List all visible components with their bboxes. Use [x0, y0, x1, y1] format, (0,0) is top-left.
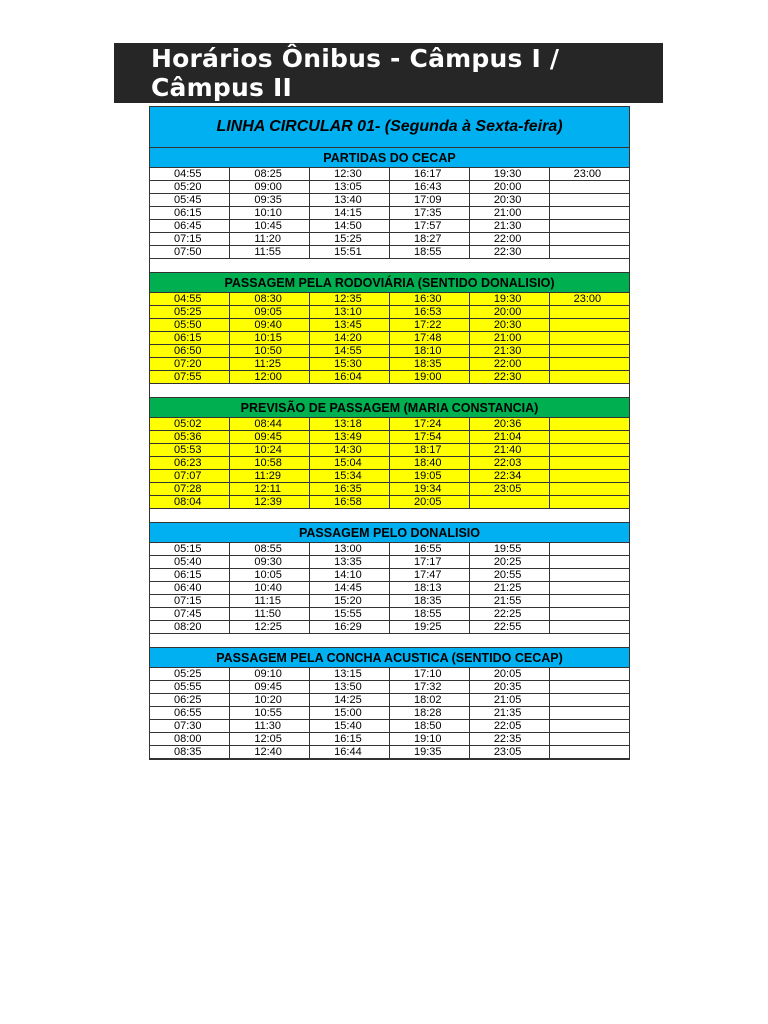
time-cell [549, 181, 629, 194]
time-cell: 14:15 [310, 207, 390, 220]
time-cell: 07:28 [150, 483, 230, 496]
table-row [150, 457, 629, 470]
time-cell: 14:10 [310, 569, 390, 582]
time-cell: 22:55 [469, 621, 549, 634]
time-cell: 09:10 [230, 668, 310, 681]
time-cell: 12:30 [310, 168, 390, 181]
time-cell: 16:53 [389, 306, 469, 319]
table-row [150, 569, 629, 582]
time-cell [549, 207, 629, 220]
time-cell: 16:29 [310, 621, 390, 634]
time-cell [549, 457, 629, 470]
time-cell [549, 496, 629, 509]
section-times-table [150, 168, 629, 259]
table-row [150, 681, 629, 694]
time-cell [549, 595, 629, 608]
time-cell [549, 194, 629, 207]
time-cell: 19:00 [389, 371, 469, 384]
time-cell: 06:45 [150, 220, 230, 233]
time-cell: 22:30 [469, 371, 549, 384]
time-cell: 18:27 [389, 233, 469, 246]
time-cell [549, 332, 629, 345]
time-cell [549, 233, 629, 246]
time-cell: 22:00 [469, 233, 549, 246]
time-cell: 22:03 [469, 457, 549, 470]
time-cell: 05:25 [150, 668, 230, 681]
table-row [150, 694, 629, 707]
time-cell: 17:32 [389, 681, 469, 694]
time-cell [549, 246, 629, 259]
time-cell: 13:50 [310, 681, 390, 694]
time-cell [549, 306, 629, 319]
time-cell: 21:00 [469, 332, 549, 345]
time-cell: 17:09 [389, 194, 469, 207]
time-cell [549, 358, 629, 371]
time-cell: 20:05 [389, 496, 469, 509]
time-cell: 23:05 [469, 483, 549, 496]
time-cell: 18:13 [389, 582, 469, 595]
section-header: PREVISÃO DE PASSAGEM (MARIA CONSTANCIA) [150, 398, 629, 418]
time-cell: 11:30 [230, 720, 310, 733]
time-cell: 13:49 [310, 431, 390, 444]
table-row [150, 444, 629, 457]
section-times-table [150, 543, 629, 634]
time-cell: 21:05 [469, 694, 549, 707]
time-cell: 22:30 [469, 246, 549, 259]
time-cell: 17:35 [389, 207, 469, 220]
time-cell [549, 668, 629, 681]
time-cell: 04:55 [150, 168, 230, 181]
time-cell: 14:55 [310, 345, 390, 358]
time-cell: 05:55 [150, 681, 230, 694]
time-cell: 16:43 [389, 181, 469, 194]
time-cell: 18:28 [389, 707, 469, 720]
table-row [150, 246, 629, 259]
time-cell: 08:25 [230, 168, 310, 181]
time-cell: 10:24 [230, 444, 310, 457]
banner-title: Horários Ônibus - Câmpus I / Câmpus II [151, 44, 560, 102]
table-row [150, 582, 629, 595]
table-row [150, 207, 629, 220]
time-cell: 18:35 [389, 358, 469, 371]
time-cell: 18:40 [389, 457, 469, 470]
time-cell: 10:05 [230, 569, 310, 582]
time-cell: 17:22 [389, 319, 469, 332]
time-cell: 16:44 [310, 746, 390, 759]
time-cell: 07:15 [150, 595, 230, 608]
time-cell: 22:35 [469, 733, 549, 746]
schedule-title: LINHA CIRCULAR 01- (Segunda à Sexta-feira) [150, 107, 629, 148]
section-spacer [150, 384, 629, 398]
time-cell: 14:20 [310, 332, 390, 345]
time-cell: 20:05 [469, 668, 549, 681]
time-cell: 21:04 [469, 431, 549, 444]
time-cell: 11:55 [230, 246, 310, 259]
table-row [150, 358, 629, 371]
table-row [150, 431, 629, 444]
table-row [150, 332, 629, 345]
time-cell: 05:15 [150, 543, 230, 556]
time-cell: 17:10 [389, 668, 469, 681]
table-row [150, 608, 629, 621]
time-cell: 10:58 [230, 457, 310, 470]
time-cell: 10:45 [230, 220, 310, 233]
table-row [150, 595, 629, 608]
time-cell: 19:10 [389, 733, 469, 746]
time-cell: 07:07 [150, 470, 230, 483]
time-cell: 10:50 [230, 345, 310, 358]
time-cell: 16:35 [310, 483, 390, 496]
time-cell: 23:05 [469, 746, 549, 759]
time-cell: 14:30 [310, 444, 390, 457]
time-cell: 11:25 [230, 358, 310, 371]
time-cell: 10:20 [230, 694, 310, 707]
time-cell: 15:04 [310, 457, 390, 470]
time-cell [549, 569, 629, 582]
time-cell: 20:30 [469, 319, 549, 332]
time-cell: 19:25 [389, 621, 469, 634]
time-cell: 21:30 [469, 220, 549, 233]
time-cell: 21:35 [469, 707, 549, 720]
table-row [150, 496, 629, 509]
time-cell: 19:30 [469, 168, 549, 181]
time-cell: 16:58 [310, 496, 390, 509]
time-cell: 13:18 [310, 418, 390, 431]
time-cell: 08:44 [230, 418, 310, 431]
time-cell: 21:55 [469, 595, 549, 608]
time-cell: 05:53 [150, 444, 230, 457]
time-cell: 07:45 [150, 608, 230, 621]
table-row [150, 194, 629, 207]
time-cell: 06:55 [150, 707, 230, 720]
table-row [150, 418, 629, 431]
time-cell: 07:55 [150, 371, 230, 384]
time-cell: 11:15 [230, 595, 310, 608]
table-row [150, 483, 629, 496]
time-cell: 16:17 [389, 168, 469, 181]
time-cell: 22:25 [469, 608, 549, 621]
time-cell [549, 556, 629, 569]
time-cell: 08:30 [230, 293, 310, 306]
time-cell: 23:00 [549, 168, 629, 181]
time-cell: 15:34 [310, 470, 390, 483]
table-row [150, 733, 629, 746]
table-row [150, 293, 629, 306]
time-cell: 19:55 [469, 543, 549, 556]
time-cell: 06:15 [150, 332, 230, 345]
time-cell: 11:29 [230, 470, 310, 483]
table-row [150, 371, 629, 384]
time-cell [549, 431, 629, 444]
time-cell: 19:35 [389, 746, 469, 759]
section-spacer [150, 259, 629, 273]
section-spacer [150, 509, 629, 523]
section-times-table [150, 293, 629, 384]
time-cell [549, 483, 629, 496]
time-cell: 13:00 [310, 543, 390, 556]
time-cell: 10:15 [230, 332, 310, 345]
time-cell: 08:35 [150, 746, 230, 759]
table-row [150, 621, 629, 634]
table-row [150, 470, 629, 483]
time-cell: 12:11 [230, 483, 310, 496]
time-cell: 12:35 [310, 293, 390, 306]
table-row [150, 306, 629, 319]
time-cell: 19:30 [469, 293, 549, 306]
time-cell: 17:48 [389, 332, 469, 345]
time-cell [549, 621, 629, 634]
schedule-sections [150, 148, 629, 759]
time-cell [549, 733, 629, 746]
time-cell: 18:55 [389, 246, 469, 259]
time-cell: 09:40 [230, 319, 310, 332]
time-cell: 14:50 [310, 220, 390, 233]
time-cell: 10:55 [230, 707, 310, 720]
time-cell: 20:55 [469, 569, 549, 582]
table-row [150, 707, 629, 720]
time-cell: 09:45 [230, 431, 310, 444]
time-cell: 09:45 [230, 681, 310, 694]
table-row [150, 556, 629, 569]
time-cell: 18:17 [389, 444, 469, 457]
table-row [150, 168, 629, 181]
time-cell: 15:55 [310, 608, 390, 621]
time-cell: 22:05 [469, 720, 549, 733]
time-cell: 08:00 [150, 733, 230, 746]
time-cell: 20:00 [469, 306, 549, 319]
time-cell: 17:17 [389, 556, 469, 569]
time-cell [549, 470, 629, 483]
time-cell [549, 608, 629, 621]
time-cell: 11:20 [230, 233, 310, 246]
time-cell [549, 582, 629, 595]
time-cell: 20:25 [469, 556, 549, 569]
time-cell: 17:54 [389, 431, 469, 444]
table-row [150, 543, 629, 556]
table-row [150, 233, 629, 246]
time-cell: 23:00 [549, 293, 629, 306]
time-cell: 05:20 [150, 181, 230, 194]
time-cell: 09:00 [230, 181, 310, 194]
time-cell: 18:10 [389, 345, 469, 358]
time-cell [549, 707, 629, 720]
time-cell [549, 371, 629, 384]
time-cell: 12:39 [230, 496, 310, 509]
time-cell: 15:20 [310, 595, 390, 608]
table-row [150, 220, 629, 233]
time-cell: 04:55 [150, 293, 230, 306]
time-cell [549, 543, 629, 556]
time-cell: 21:00 [469, 207, 549, 220]
time-cell: 15:51 [310, 246, 390, 259]
table-row [150, 319, 629, 332]
table-row [150, 345, 629, 358]
time-cell: 21:25 [469, 582, 549, 595]
time-cell: 13:45 [310, 319, 390, 332]
section-times-table [150, 668, 629, 759]
time-cell: 06:40 [150, 582, 230, 595]
time-cell: 06:25 [150, 694, 230, 707]
time-cell: 15:00 [310, 707, 390, 720]
time-cell: 08:55 [230, 543, 310, 556]
table-row [150, 746, 629, 759]
time-cell: 13:40 [310, 194, 390, 207]
time-cell: 05:50 [150, 319, 230, 332]
time-cell: 19:34 [389, 483, 469, 496]
time-cell: 15:30 [310, 358, 390, 371]
time-cell: 11:50 [230, 608, 310, 621]
time-cell: 05:36 [150, 431, 230, 444]
time-cell: 16:30 [389, 293, 469, 306]
time-cell: 16:04 [310, 371, 390, 384]
time-cell: 14:45 [310, 582, 390, 595]
time-cell: 16:55 [389, 543, 469, 556]
time-cell [549, 444, 629, 457]
time-cell: 17:57 [389, 220, 469, 233]
time-cell: 05:40 [150, 556, 230, 569]
section-header: PASSAGEM PELO DONALISIO [150, 523, 629, 543]
section-header: PASSAGEM PELA CONCHA ACUSTICA (SENTIDO CECAP) [150, 648, 629, 668]
time-cell: 16:15 [310, 733, 390, 746]
time-cell: 18:35 [389, 595, 469, 608]
time-cell [549, 220, 629, 233]
time-cell: 09:35 [230, 194, 310, 207]
time-cell: 07:30 [150, 720, 230, 733]
time-cell: 05:25 [150, 306, 230, 319]
bus-schedule-table [149, 106, 630, 760]
time-cell [549, 681, 629, 694]
time-cell: 06:15 [150, 207, 230, 220]
time-cell: 13:05 [310, 181, 390, 194]
time-cell: 07:50 [150, 246, 230, 259]
time-cell: 18:55 [389, 608, 469, 621]
time-cell: 20:00 [469, 181, 549, 194]
time-cell: 07:15 [150, 233, 230, 246]
time-cell: 13:35 [310, 556, 390, 569]
time-cell: 05:45 [150, 194, 230, 207]
time-cell: 09:05 [230, 306, 310, 319]
time-cell [549, 694, 629, 707]
section-header: PARTIDAS DO CECAP [150, 148, 629, 168]
time-cell: 15:25 [310, 233, 390, 246]
time-cell: 08:04 [150, 496, 230, 509]
time-cell: 12:00 [230, 371, 310, 384]
section-spacer [150, 634, 629, 648]
time-cell: 10:10 [230, 207, 310, 220]
time-cell [549, 720, 629, 733]
time-cell: 05:02 [150, 418, 230, 431]
time-cell: 21:40 [469, 444, 549, 457]
time-cell: 20:35 [469, 681, 549, 694]
time-cell: 10:40 [230, 582, 310, 595]
time-cell: 21:30 [469, 345, 549, 358]
section-times-table [150, 418, 629, 509]
time-cell [549, 746, 629, 759]
time-cell: 07:20 [150, 358, 230, 371]
time-cell: 18:50 [389, 720, 469, 733]
time-cell [549, 345, 629, 358]
time-cell: 17:47 [389, 569, 469, 582]
time-cell: 09:30 [230, 556, 310, 569]
time-cell: 20:30 [469, 194, 549, 207]
time-cell: 15:40 [310, 720, 390, 733]
time-cell: 13:10 [310, 306, 390, 319]
time-cell: 14:25 [310, 694, 390, 707]
time-cell: 22:34 [469, 470, 549, 483]
time-cell [549, 418, 629, 431]
time-cell: 06:15 [150, 569, 230, 582]
time-cell [469, 496, 549, 509]
table-row [150, 181, 629, 194]
time-cell: 06:23 [150, 457, 230, 470]
time-cell [549, 319, 629, 332]
time-cell: 12:05 [230, 733, 310, 746]
time-cell: 12:40 [230, 746, 310, 759]
time-cell: 22:00 [469, 358, 549, 371]
page-banner [114, 43, 663, 103]
section-header: PASSAGEM PELA RODOVIÁRIA (SENTIDO DONALISIO) [150, 273, 629, 293]
time-cell: 12:25 [230, 621, 310, 634]
time-cell: 08:20 [150, 621, 230, 634]
table-row [150, 720, 629, 733]
table-row [150, 668, 629, 681]
time-cell: 19:05 [389, 470, 469, 483]
time-cell: 18:02 [389, 694, 469, 707]
time-cell: 13:15 [310, 668, 390, 681]
time-cell: 17:24 [389, 418, 469, 431]
time-cell: 06:50 [150, 345, 230, 358]
time-cell: 20:36 [469, 418, 549, 431]
